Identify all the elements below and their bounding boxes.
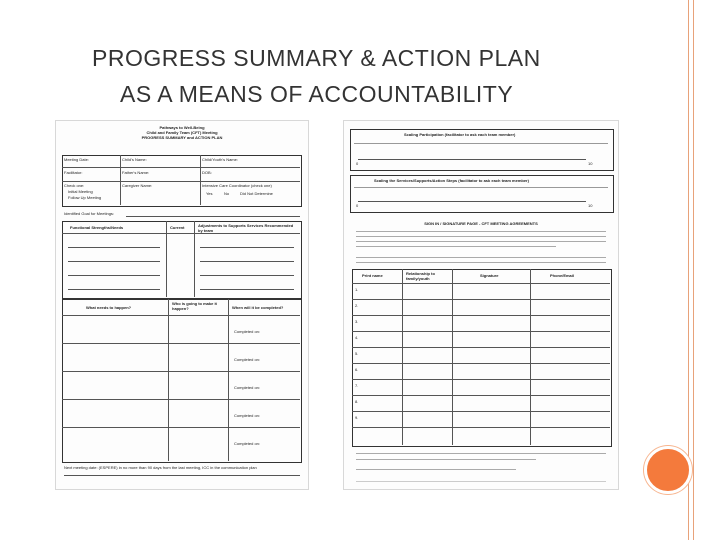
row-number: 5. (355, 351, 359, 356)
row-number: 1. (355, 287, 359, 292)
field-label: Meeting Date: (64, 157, 89, 162)
progress-summary-form-image (55, 120, 309, 490)
completed-label: Completed on: (234, 385, 261, 390)
row-number: 2. (355, 303, 359, 308)
scale-min: 0 (356, 203, 359, 208)
field-label: Facilitator: (64, 170, 83, 175)
scale-max: 10 (588, 161, 593, 166)
title-line-1: PROGRESS SUMMARY & ACTION PLAN (92, 45, 541, 71)
signin-title: SIGN IN / SIGNATURE PAGE - CFT MEETING AGREEMENTS (424, 221, 538, 226)
table-header: What needs to happen? (86, 305, 132, 310)
field-label: Intensive Care Coordinator (check one) (202, 183, 272, 188)
checkbox-label: Initial Meeting (68, 189, 93, 194)
scaling-title: Scaling the Services/Supports/Action Steps (facilitator to ask each team member) (374, 178, 529, 183)
sign-in-page-form-image (343, 120, 619, 490)
checkbox-label: No (224, 191, 230, 196)
table-header: When will it be completed? (232, 305, 284, 310)
table-header: Current (170, 225, 185, 230)
form-footer: Next meeting date: (ESPERE) in no more than 90 days from the last meeting, ICC in the communication plan (64, 465, 257, 470)
field-label: Child/Youth's Name: (202, 157, 238, 162)
checkbox-label: Yes (206, 191, 213, 196)
orange-circle-decoration (644, 446, 692, 494)
column-header: Print name (362, 273, 383, 278)
field-label: Father's Name: (122, 170, 150, 175)
slide-title (92, 40, 632, 112)
row-number: 4. (355, 335, 359, 340)
table-header: Who is going to make it happen? (172, 301, 217, 311)
title-line-2: AS A MEANS OF ACCOUNTABILITY (120, 81, 514, 107)
action-plan-table (62, 299, 302, 463)
scale-min: 0 (356, 161, 359, 166)
field-label: Check one: (64, 183, 85, 188)
field-label: DOB: (202, 170, 212, 175)
row-number: 9. (355, 415, 359, 420)
goal-label: Identified Goal for Meetings: (64, 211, 115, 216)
form-header-line: PROGRESS SUMMARY and ACTION PLAN (141, 135, 223, 140)
column-header: Signature (480, 273, 499, 278)
row-number: 6. (355, 367, 359, 372)
completed-label: Completed on: (234, 357, 261, 362)
scaling-title: Scaling Participation (facilitator to ask each team member) (404, 132, 516, 137)
signin-table (352, 269, 612, 447)
form-header (56, 125, 308, 140)
field-label: Child's Name: (122, 157, 147, 162)
form-header-line: Pathways to Well-Being (159, 125, 205, 130)
table-header: Adjustments to Supports Services Recommended by team (198, 223, 294, 233)
column-header: Phone/Email (550, 273, 575, 278)
completed-label: Completed on: (234, 329, 261, 334)
completed-label: Completed on: (234, 413, 261, 418)
form-header-line: Child and Family Team (CFT) Meeting (146, 130, 218, 135)
completed-label: Completed on: (234, 441, 261, 446)
checkbox-label: Did Not Determine (240, 191, 273, 196)
row-number: 3. (355, 319, 359, 324)
row-number: 8. (355, 399, 359, 404)
checkbox-label: Follow Up Meeting (68, 195, 102, 200)
row-number: 7. (355, 383, 359, 388)
scale-max: 10 (588, 203, 593, 208)
column-header: Relationship to family/youth (406, 271, 435, 281)
table-header: Functional Strengths/Needs (70, 225, 124, 230)
field-label: Caregiver Name: (122, 183, 153, 188)
